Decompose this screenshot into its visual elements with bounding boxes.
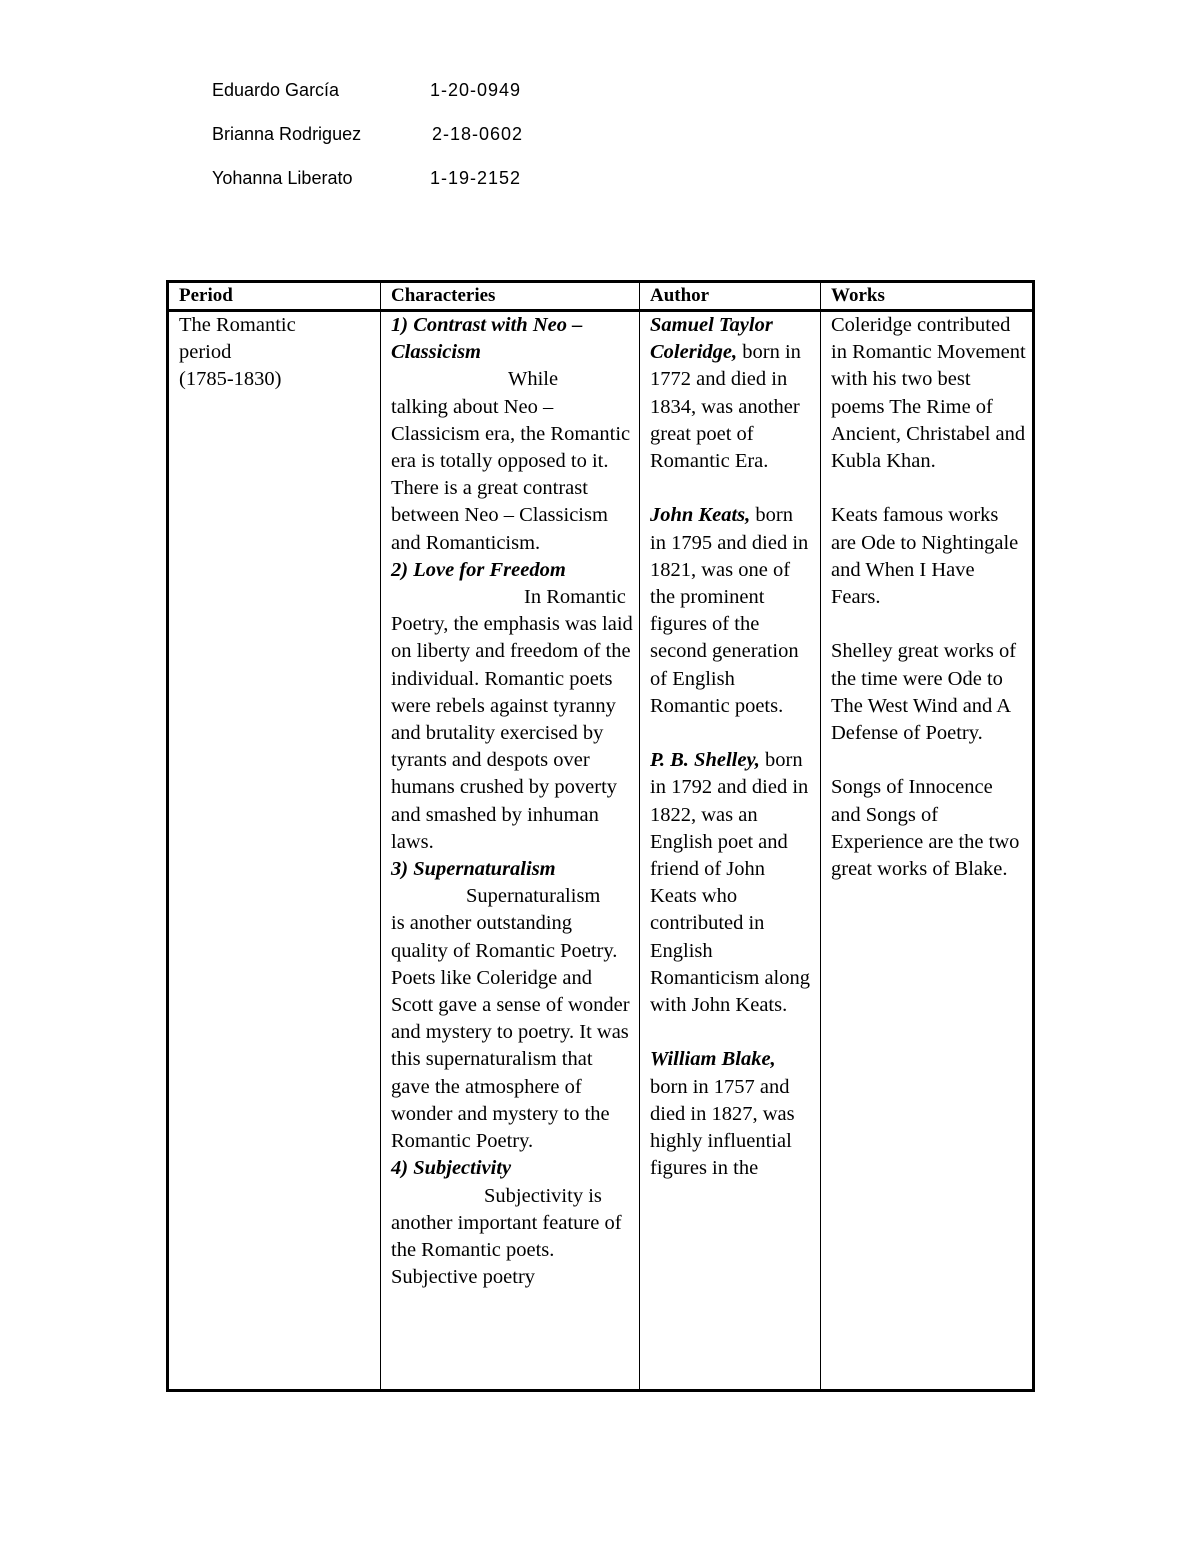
characteristic-item (391, 1155, 633, 1291)
romantic-period-table (166, 280, 1035, 1392)
works-cell (821, 311, 1034, 1391)
characteristic-item (391, 557, 633, 856)
period-line: period (179, 341, 232, 364)
author-entry (650, 502, 814, 720)
characteristic-item (391, 312, 633, 557)
characteristic-lead: Supernaturalism (466, 885, 601, 908)
works-entry: Coleridge contributed in Romantic Movement with his two best poems The Rime of Ancient, Christabel and Kubla Khan. (831, 314, 1026, 473)
characteristic-lead: While (508, 368, 559, 391)
characteristic-heading: 1) Contrast with Neo – Classicism (391, 314, 583, 364)
works-entry: Songs of Innocence and Songs of Experience are the two great works of Blake. (831, 776, 1020, 881)
spacer (650, 475, 814, 502)
characteristic-body: is another outstanding quality of Romantic Poetry. Poets like Coleridge and Scott gave a sense of wonder and mystery to poetry. It was this supernaturalism that gave the atmosphere of wonder and mystery to the Romantic Poetry. (391, 912, 630, 1153)
table-row (168, 311, 1034, 1391)
author-cell (640, 311, 821, 1391)
characteristic-heading: 4) Subjectivity (391, 1157, 512, 1180)
author-bio: born in 1757 and died in 1827, was highly influential figures in the (650, 1075, 795, 1180)
author-bio: born in 1792 and died in 1822, was an English poet and friend of John Keats who contributed in English Romanticism along with John Keats. (650, 749, 810, 1017)
characteristic-body: another important feature of the Romantic poets. Subjective poetry (391, 1211, 622, 1289)
characteristic-item (391, 856, 633, 1155)
student-id: 1-20-0949 (430, 80, 522, 100)
characteristic-body: Poetry, the emphasis was laid on liberty and freedom of the individual. Romantic poets were rebels against tyranny and brutality exercised by tyrants and despots over humans crushed by poverty and smashed by inhuman laws. (391, 613, 633, 853)
characteristic-lead: In Romantic (524, 586, 626, 609)
student-id: 1-19-2152 (430, 168, 522, 188)
header-author: Author (640, 282, 821, 311)
spacer (650, 1019, 814, 1046)
author-name: John Keats, (650, 504, 751, 527)
period-line: The Romantic (179, 314, 296, 336)
header-period: Period (168, 282, 381, 311)
student-id: 2-18-0602 (432, 124, 524, 144)
student-name: Yohanna Liberato (212, 168, 353, 188)
spacer (831, 611, 1026, 638)
period-dates: (1785-1830) (179, 368, 282, 391)
header-works: Works (821, 282, 1034, 311)
author-entry (650, 312, 814, 475)
characteristic-lead: Subjectivity is (484, 1184, 602, 1207)
works-entry: Keats famous works are Ode to Nightingale and When I Have Fears. (831, 504, 1019, 609)
author-bio: born in 1795 and died in 1821, was one of the prominent figures of the second generation of English Romantic poets. (650, 504, 809, 717)
author-name: William Blake, (650, 1048, 776, 1071)
characteristic-heading: 2) Love for Freedom (391, 558, 566, 581)
characteristics-cell (381, 311, 640, 1391)
author-entry (650, 747, 814, 1019)
author-name: Samuel Taylor Coleridge, (650, 314, 773, 364)
characteristic-body: talking about Neo – Classicism era, the Romantic era is totally opposed to it. There is a great contrast between Neo – Classicism and Romanticism. (391, 395, 631, 554)
student-name: Brianna Rodriguez (212, 124, 362, 144)
period-cell (168, 311, 381, 1391)
works-entry: Shelley great works of the time were Ode to The West Wind and A Defense of Poetry. (831, 640, 1017, 745)
student-name: Eduardo García (212, 80, 340, 100)
spacer (831, 475, 1026, 502)
author-name: P. B. Shelley, (650, 749, 760, 772)
characteristic-heading: 3) Supernaturalism (391, 858, 556, 881)
author-bio: born in 1772 and died in 1834, was another great poet of Romantic Era. (650, 341, 801, 473)
author-entry (650, 1046, 814, 1182)
spacer (831, 747, 1026, 774)
header-characteristics: Characteries (381, 282, 640, 311)
spacer (650, 720, 814, 747)
table-header-row (168, 282, 1034, 311)
